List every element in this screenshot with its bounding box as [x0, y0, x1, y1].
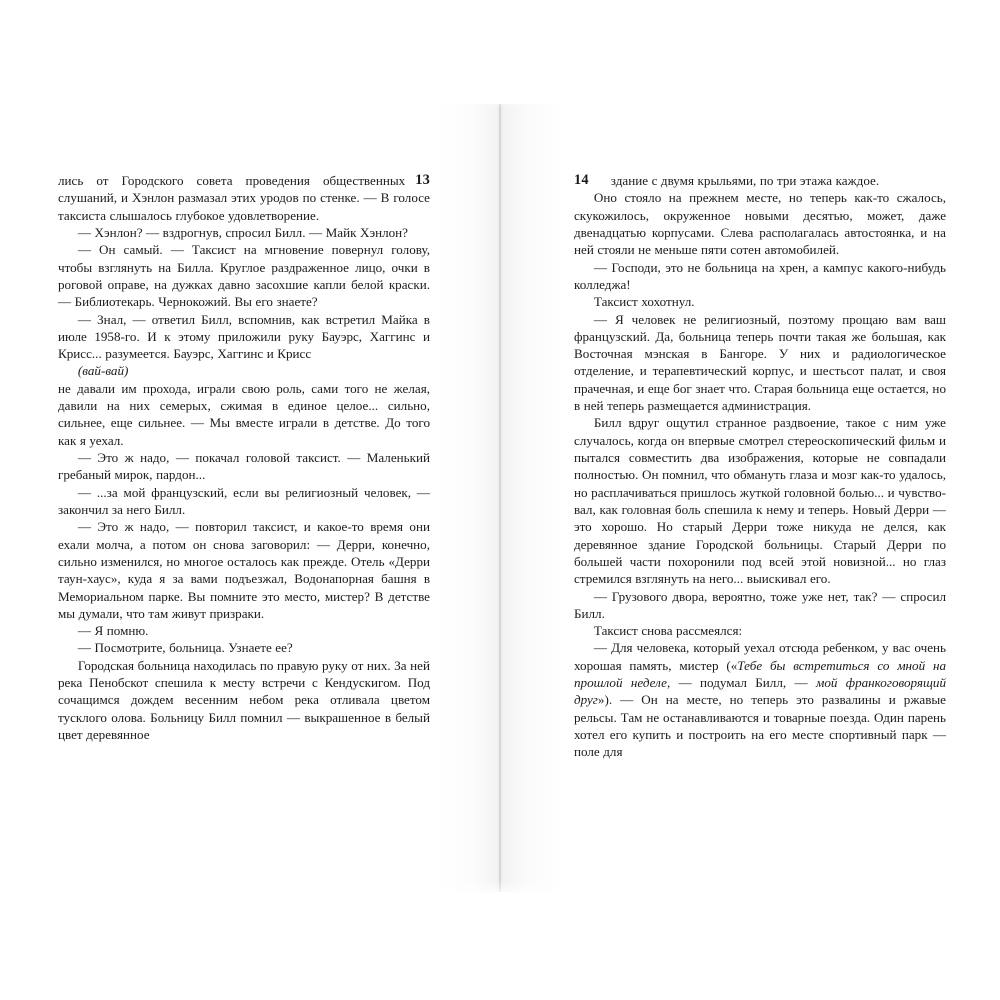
paragraph: — Он самый. — Таксист на мгновение повернул голову, чтобы взглянуть на Билла. Круглое раздраженное лицо, очки в роговой оправе, на дужках давно засохшие капли белой краски. — Библиотекарь. Чернокожий. Вы его знаете?: [58, 242, 430, 310]
gutter-bottom-fade: [436, 880, 564, 898]
paragraph: [574, 639, 946, 760]
paragraph: здание с двумя крыльями, по три этажа каждое.: [610, 173, 880, 188]
paragraph: — Знал, — ответил Билл, вспомнив, как встретил Майка в июле 1958-го. И к этому приложили руку Бауэрс, Хаггинс и Крисс... разумеется. Бауэрс, Хаггинс и Крисс: [58, 311, 430, 362]
page-number: 13: [415, 172, 430, 188]
body-text: , — подумал Билл, —: [666, 675, 816, 691]
paragraph: — Грузового двора, вероятно, тоже уже нет, так? — спросил Билл.: [574, 588, 946, 621]
paragraph: — Господи, это не больница на хрен, а кампус какого-нибудь колледжа!: [574, 259, 946, 292]
paragraph: — Посмотрите, больница. Узнаете ее?: [77, 640, 293, 656]
paragraph: не давали им прохода, играли свою роль, сами того не желая, давили на них семерых, сжимая в единое целое... сильно, сильнее, еще сильнее. — Мы вместе играли в детстве. До того как я уехал.: [58, 380, 430, 448]
book-gutter-shadow: [436, 104, 564, 892]
paragraph: Таксист снова рассмеялся:: [593, 623, 743, 639]
left-page-textblock: [58, 172, 430, 743]
paragraph: [58, 362, 430, 379]
body-text: »). — Он на месте, но теперь это развалины и ржавые рельсы. Там не останавливаются и товарные поезда. Один парень хотел его купить и построить на его месте спортивный парк — поле для: [574, 692, 946, 760]
right-page: [574, 172, 946, 761]
paragraph: лись от Городского совета проведения общественных слушаний, и Хэнлон размазал этих уродов по стенке. — В голосе таксиста слышалось глубокое удовлетворение.: [58, 173, 430, 223]
paragraph: — ...за мой французский, если вы религиозный человек, — закончил за него Билл.: [58, 484, 430, 517]
italic-text: мой франкоговорящий друг: [574, 675, 946, 708]
body-text: — Для человека, который уехал отсюда ребенком, у вас очень хорошая память, мистер («: [574, 640, 946, 673]
italic-text: Тебе бы встретиться со мной на прошлой неделе: [574, 657, 947, 691]
paragraph: — Я помню.: [77, 623, 149, 639]
paragraph: Билл вдруг ощутил странное раздвоение, такое с ним уже случалось, когда он впервые смотрел стереоскопический фильм и пытался совместить два изображения, которые не совпадали полностью. Он помнил, что обмануть глаза и мозг как-то удалось, но расплачиваться пришлось жуткой головной болью... и чувствовал, как головная боль спешила к нему и теперь. Новый Дерри — это хорошо. Но старый Дерри тоже никуда не делся, как деревянное здание Городской больницы. Старый Дерри по большей части похоронили под всей этой новизной... но глаз стремился взглянуть на него... выискивал его.: [574, 415, 946, 587]
paragraph: Городская больница находилась по правую руку от них. За ней река Пенобскот спешила к месту встречи с Кендускигом. Под сочащимся дождем весенним небом река отливала цветом тусклого олова. Больницу Билл помнил — выкрашенное в белый цвет деревянное: [58, 657, 430, 742]
paragraph: — Я человек не религиозный, поэтому прощаю вам ваш французский. Да, больница теперь почти такая же большая, как Восточная мэнская в Бангоре. У них и радиологическое отделение, и терапевтический корпус, и шестьсот палат, и своя прачечная, и еще бог знает что. Старая больница еще остается, но в ней теперь размещается администрация.: [574, 311, 946, 414]
paragraph: — Это ж надо, — повторил таксист, и какое-то время они ехали молча, а потом он снова заговорил: — Дерри, конечно, сильно изменился, но многое осталось как прежде. Отель «Дерри таун-хаус», куда я за вами подъезжал, Водонапорная башня в Мемориальном парке. Вы помните это место, мистер? В детстве мы думали, что там живут призраки.: [58, 519, 430, 621]
paragraph: Таксист хохотнул.: [593, 294, 695, 310]
gutter-top-fade: [436, 92, 564, 108]
right-page-textblock: [574, 172, 946, 761]
paragraph: — Хэнлон? — вздрогнув, спросил Билл. — Майк Хэнлон?: [77, 224, 408, 240]
paragraph: Оно стояло на прежнем месте, но теперь как-то сжалось, скукожилось, окруженное новыми десятью, может, даже двенадцатью корпусами. Слева располагалась автостоянка, и на ней стояли не меньше пяти сотен автомобилей.: [574, 190, 946, 258]
left-page: [58, 172, 430, 743]
paragraph: — Это ж надо, — покачал головой таксист. — Маленький гребаный мирок, пардон...: [58, 450, 430, 483]
italic-text: (вай-вай): [77, 363, 129, 379]
page-number: 14: [574, 172, 589, 188]
